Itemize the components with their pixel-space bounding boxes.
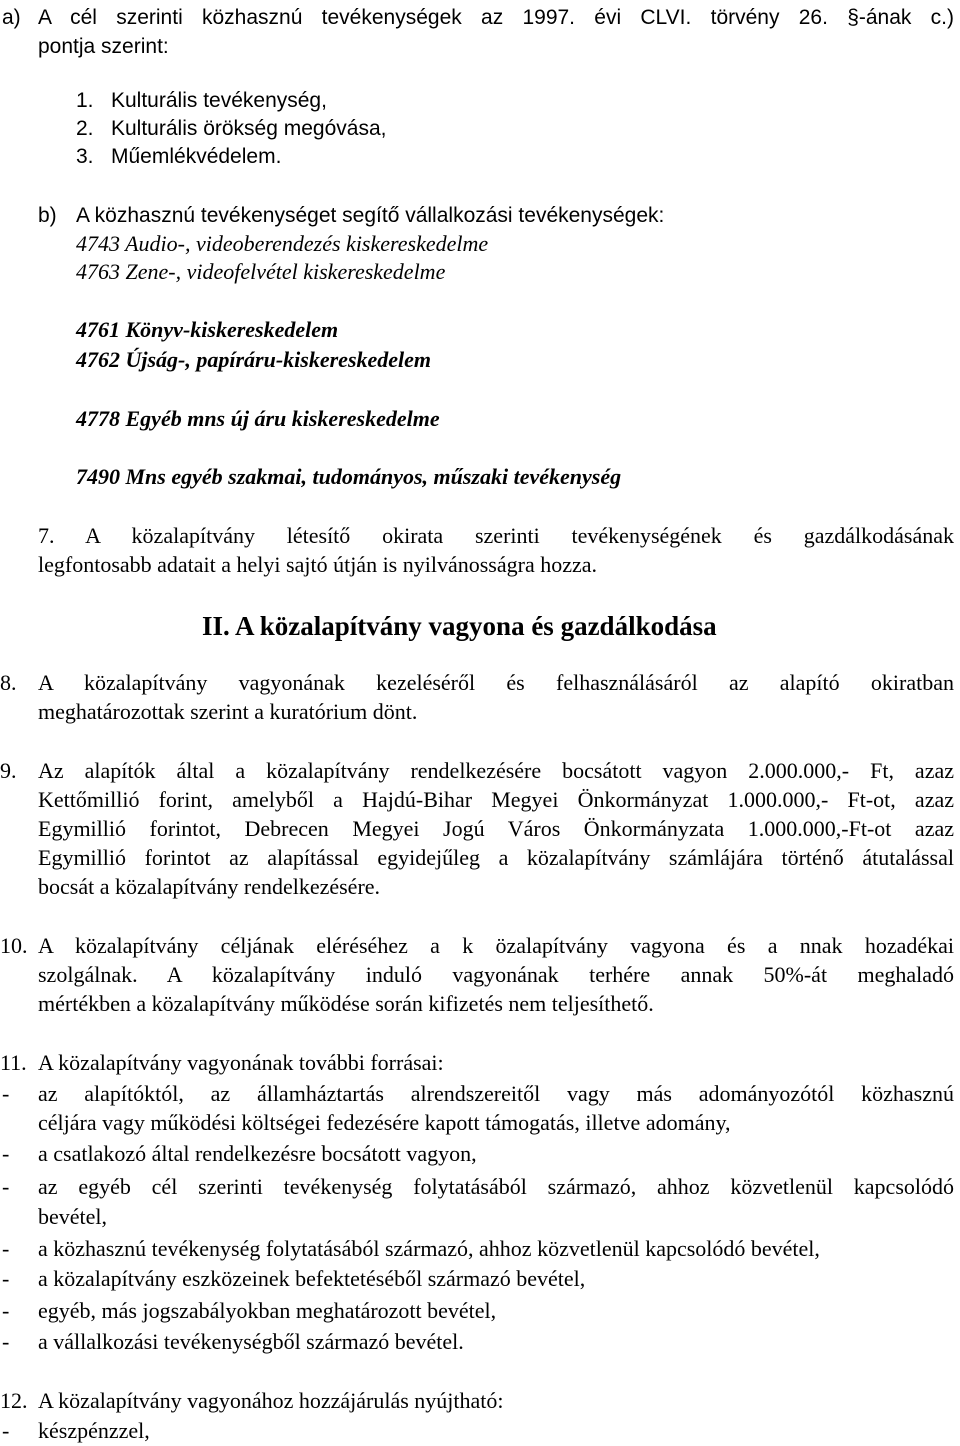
para10-line: szolgálnak. A közalapítvány induló vagyonának terhére annak 50%-át meghaladó — [38, 962, 954, 987]
para11-item-line: a vállalkozási tevékenységből származó bevétel. — [38, 1329, 464, 1354]
section-a-line1: A cél szerinti közhasznú tevékenységek az 1997. évi CLVI. törvény 26. §-ának c.) — [38, 6, 954, 29]
para10-num: 10. — [0, 933, 28, 958]
section-a-item-num: 1. — [76, 89, 94, 112]
para11-item-line: egyéb, más jogszabályokban meghatározott bevétel, — [38, 1298, 497, 1323]
activity-italic: 4763 Zene-, videofelvétel kiskereskedelme — [76, 259, 446, 284]
section-a-line2: pontja szerint: — [38, 35, 169, 58]
list-bullet: - — [2, 1266, 10, 1291]
para7-line2: legfontosabb adatait a helyi sajtó útján is nyilvánosságra hozza. — [38, 552, 598, 577]
section-a-item-text: Kulturális tevékenység, — [111, 89, 327, 112]
section-b-intro: A közhasznú tevékenységet segítő vállalkozási tevékenységek: — [76, 204, 665, 227]
para11-intro: A közalapítvány vagyonának további forrásai: — [38, 1050, 444, 1075]
para11-item-line: a csatlakozó által rendelkezésre bocsátott vagyon, — [38, 1141, 477, 1166]
para12-num: 12. — [0, 1388, 28, 1413]
para11-num: 11. — [0, 1050, 27, 1075]
activity-bold: 4761 Könyv-kiskereskedelem — [76, 317, 339, 342]
list-bullet: - — [2, 1174, 10, 1199]
para9-line: Egymillió forintot, Debrecen Megyei Jogú Város Önkormányzata 1.000.000,-Ft-ot azaz — [38, 816, 954, 841]
section-a-marker: a) — [2, 6, 21, 29]
para9-line: bocsát a közalapítvány rendelkezésére. — [38, 874, 381, 899]
section-heading: II. A közalapítvány vagyona és gazdálkodása — [202, 611, 717, 641]
activity-italic: 4743 Audio-, videoberendezés kiskereskedelme — [76, 231, 489, 256]
section-a-item-num: 3. — [76, 145, 94, 168]
para7-line1: 7. A közalapítvány létesítő okirata szerinti tevékenységének és gazdálkodásának — [38, 523, 954, 548]
para8-line1: A közalapítvány vagyonának kezeléséről és felhasználásáról az alapító okiratban — [38, 670, 954, 695]
para11-item-line: az alapítóktól, az államháztartás alrendszereitől vagy más adományozótól közhasznú — [38, 1081, 954, 1106]
para9-line: Az alapítók által a közalapítvány rendelkezésére bocsátott vagyon 2.000.000,- Ft, azaz — [38, 758, 954, 783]
activity-bold: 4778 Egyéb mns új áru kiskereskedelme — [76, 406, 440, 431]
para8-line2: meghatározottak szerint a kuratórium dönt. — [38, 699, 418, 724]
para11-item-line: a közalapítvány eszközeinek befektetéséből származó bevétel, — [38, 1266, 586, 1291]
section-a-item-text: Műemlékvédelem. — [111, 145, 282, 168]
para10-line: mértékben a közalapítvány működése során kifizetés nem teljesíthető. — [38, 991, 654, 1016]
list-bullet: - — [2, 1329, 10, 1354]
para9-num: 9. — [0, 758, 17, 783]
list-bullet: - — [2, 1141, 10, 1166]
para11-item-line: az egyéb cél szerinti tevékenység folytatásából származó, ahhoz közvetlenül kapcsolódó — [38, 1174, 954, 1199]
section-a-item-num: 2. — [76, 117, 94, 140]
para12-intro: A közalapítvány vagyonához hozzájárulás nyújtható: — [38, 1388, 504, 1413]
para9-line: Kettőmillió forint, amelyből a Hajdú-Bihar Megyei Önkormányzat 1.000.000,- Ft-ot, azaz — [38, 787, 954, 812]
list-bullet: - — [2, 1081, 10, 1106]
activity-bold: 4762 Újság-, papíráru-kiskereskedelem — [76, 347, 432, 372]
list-bullet: - — [2, 1418, 10, 1443]
section-a-item-text: Kulturális örökség megóvása, — [111, 117, 387, 140]
para12-item-line: készpénzzel, — [38, 1418, 150, 1443]
para11-item-line: céljára vagy működési költségei fedezésére kapott támogatás, illetve adomány, — [38, 1110, 731, 1135]
para8-num: 8. — [0, 670, 17, 695]
para11-item-line: bevétel, — [38, 1204, 108, 1229]
list-bullet: - — [2, 1236, 10, 1261]
activity-bold: 7490 Mns egyéb szakmai, tudományos, műszaki tevékenység — [76, 464, 622, 489]
para9-line: Egymillió forintot az alapítással egyidejűleg a közalapítvány számlájára történő átutalással — [38, 845, 954, 870]
section-b-marker: b) — [38, 204, 57, 227]
para10-line: A közalapítvány céljának eléréséhez a k özalapítvány vagyona és a nnak hozadékai — [38, 933, 954, 958]
list-bullet: - — [2, 1298, 10, 1323]
para11-item-line: a közhasznú tevékenység folytatásából származó, ahhoz közvetlenül kapcsolódó bevétel, — [38, 1236, 820, 1261]
